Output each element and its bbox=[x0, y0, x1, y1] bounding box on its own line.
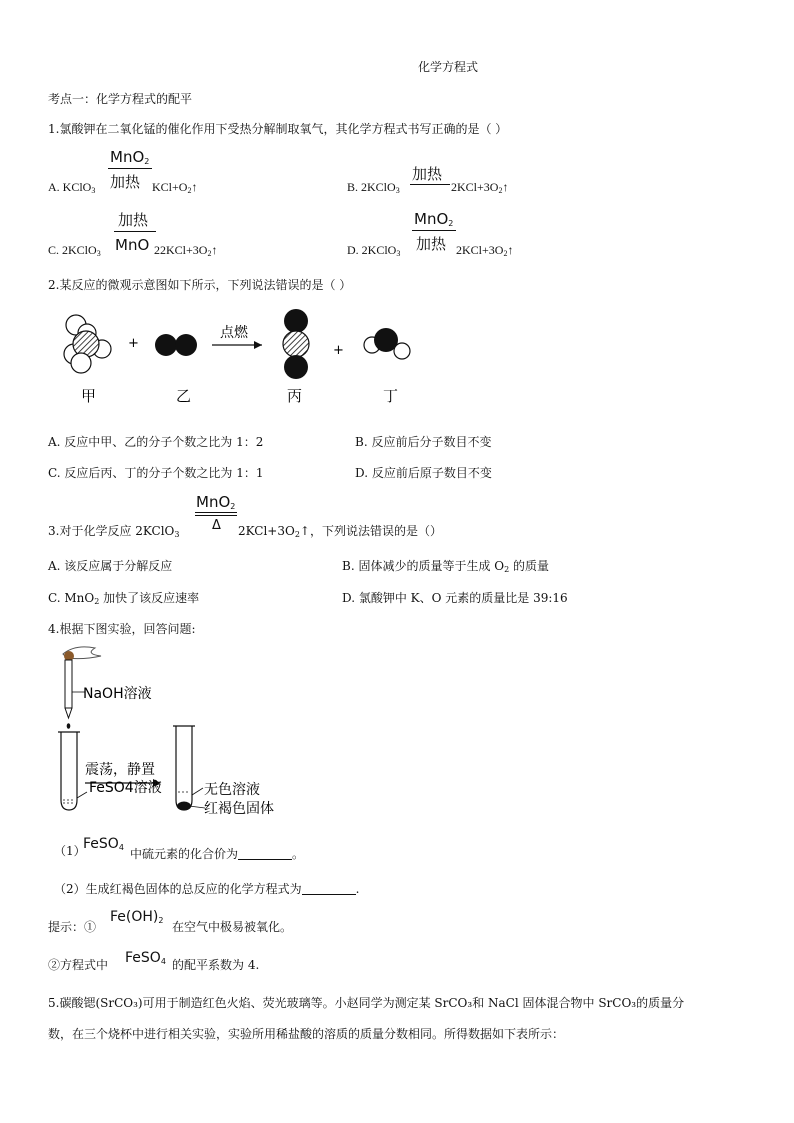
molecule-yi bbox=[155, 334, 197, 356]
test-tube-2 bbox=[173, 726, 195, 811]
q1-b-reactant: B. 2KClO bbox=[347, 180, 396, 194]
q4-part-2-blank[interactable] bbox=[302, 884, 356, 895]
question-2-stem: 2.某反应的微观示意图如下所示，下列说法错误的是（ ） bbox=[48, 278, 352, 292]
q1-c-reactant: C. 2KClO bbox=[48, 243, 97, 257]
q2-option-d[interactable]: D. 反应前后原子数目不变 bbox=[355, 466, 492, 480]
q3-catalyst: MnO$_2$ bbox=[196, 493, 236, 511]
q1-b-product: 2KCl+3O bbox=[451, 180, 499, 194]
q1-d-reactant: D. 2KClO bbox=[347, 243, 397, 257]
q1-a-reactant: A. KClO bbox=[48, 180, 92, 194]
dropper-hand-icon bbox=[63, 647, 101, 661]
q3-option-c[interactable]: C. MnO$_2$ 加快了该反应速率 bbox=[48, 591, 200, 606]
dropper-icon bbox=[65, 660, 72, 729]
molecule-ding bbox=[364, 328, 410, 359]
result-solid-label: 红褐色固体 bbox=[204, 801, 274, 817]
question-4-stem: 4.根据下图实验，回答问题: bbox=[48, 622, 196, 636]
q3-option-d[interactable]: D. 氯酸钾中 K、O 元素的质量比是 39:16 bbox=[342, 591, 568, 605]
q1-b-condition: 加热 bbox=[412, 165, 443, 183]
q2-option-b[interactable]: B. 反应前后分子数目不变 bbox=[355, 435, 492, 449]
plus-sign-2: + bbox=[333, 343, 344, 358]
result-solution-label: 无色溶液 bbox=[204, 782, 260, 798]
molecule-bing bbox=[283, 309, 309, 379]
question-5-line-1: 5.碳酸锶(SrCO₃)可用于制造红色火焰、荧光玻璃等。小赵同学为测定某 SrCO₃和 NaCl 固体混合物中 SrCO₃的质量分 bbox=[48, 996, 685, 1010]
q1-d-arrow-line bbox=[412, 230, 456, 231]
q1-c-catalyst: MnO bbox=[115, 236, 150, 254]
test-tube-1 bbox=[58, 732, 80, 810]
page-title: 化学方程式 bbox=[418, 60, 479, 74]
section-heading: 考点一：化学方程式的配平 bbox=[48, 92, 193, 106]
q1-a-condition: 加热 bbox=[110, 173, 141, 191]
label-jia: 甲 bbox=[81, 387, 97, 405]
q3-heat-symbol: Δ bbox=[212, 518, 221, 533]
q2-option-a[interactable]: A. 反应中甲、乙的分子个数之比为 1：2 bbox=[48, 435, 264, 449]
q4-hint-1: 提示：① bbox=[48, 920, 97, 934]
q1-c-product: 22KCl+3O bbox=[154, 243, 208, 257]
dropper-label: NaOH溶液 bbox=[83, 686, 152, 702]
q1-d-condition: 加热 bbox=[416, 235, 447, 253]
molecule-jia bbox=[64, 315, 111, 373]
q4-hint-2-formula: FeSO$_4$ bbox=[125, 950, 166, 966]
q1-a-catalyst: MnO$_2$ bbox=[110, 148, 150, 166]
q1-b-arrow-line bbox=[410, 184, 450, 185]
q4-hint-2: ②方程式中 bbox=[48, 958, 109, 972]
question-5-line-2: 数，在三个烧杯中进行相关实验，实验所用稀盐酸的溶质的质量分数相同。所得数据如下表所示： bbox=[48, 1027, 565, 1041]
question-3-stem: 3.对于化学反应 2KClO$_3$ bbox=[48, 524, 180, 539]
reaction-condition: 点燃 bbox=[220, 325, 248, 341]
step-label: 震荡，静置 bbox=[85, 762, 155, 778]
q3-option-b[interactable]: B. 固体减少的质量等于生成 $O_2$ 的质量 bbox=[342, 559, 550, 574]
label-bing: 丙 bbox=[287, 387, 303, 405]
label-ding: 丁 bbox=[383, 387, 399, 405]
q1-d-catalyst: MnO$_2$ bbox=[414, 210, 454, 228]
experiment-figure bbox=[55, 640, 315, 820]
q1-c-arrow-line bbox=[114, 231, 156, 232]
q4-part-1: （1） bbox=[54, 844, 86, 858]
q3-option-a[interactable]: A. 该反应属于分解反应 bbox=[48, 559, 173, 573]
q1-a-arrow-line bbox=[108, 168, 152, 169]
q1-d-product: 2KCl+3O bbox=[456, 243, 504, 257]
plus-sign-1: + bbox=[128, 336, 139, 351]
q4-part-1-formula: FeSO$_4$ bbox=[83, 836, 124, 852]
q4-hint-1-formula: $Fe(OH)_2$ bbox=[110, 909, 164, 925]
q4-part-2: （2）生成红褐色固体的总反应的化学方程式为 . bbox=[54, 882, 360, 896]
q1-c-condition: 加热 bbox=[118, 211, 149, 229]
q1-a-product: KCl+O bbox=[152, 180, 188, 194]
q3-arrow-line bbox=[195, 512, 237, 516]
question-1-stem: 1.氯酸钾在二氧化锰的催化作用下受热分解制取氧气，其化学方程式书写正确的是（ ） bbox=[48, 122, 508, 136]
molecule-diagram bbox=[40, 300, 440, 412]
q4-part-1-blank[interactable] bbox=[238, 849, 292, 860]
label-yi: 乙 bbox=[176, 387, 192, 405]
q2-option-c[interactable]: C. 反应后丙、丁的分子个数之比为 1：1 bbox=[48, 466, 264, 480]
tube1-label: FeSO4溶液 bbox=[89, 780, 162, 796]
